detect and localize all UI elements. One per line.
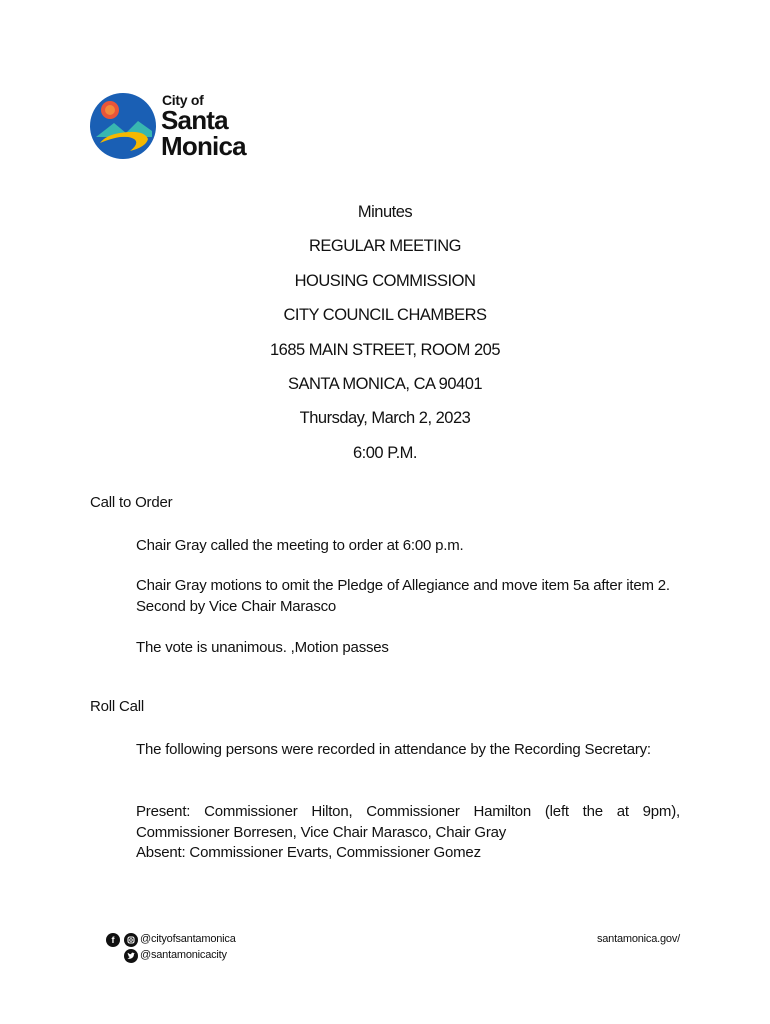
header-meeting-type: REGULAR MEETING [308,237,462,256]
call-to-order-paragraph-1: Chair Gray called the meeting to order at 6:00 p.m. [136,537,464,554]
header-city: SANTA MONICA, CA 90401 [287,374,483,393]
footer-social [106,932,306,966]
logo-city-of: City of [162,92,204,108]
logo-monica: Monica [161,131,246,161]
twitter-icon[interactable] [124,949,138,963]
call-to-order-paragraph-3: The vote is unanimous. ,Motion passes [136,639,389,656]
header-time: 6:00 P.M. [353,443,417,462]
instagram-glyph-icon [124,933,138,947]
header-minutes: Minutes [357,203,413,221]
header-date: Thursday, March 2, 2023 [299,409,471,428]
header-venue: CITY COUNCIL CHAMBERS [283,306,487,325]
call-to-order-paragraph-2: Chair Gray motions to omit the Pledge of Allegiance and move item 5a after item 2. Second by Vice Chair Marasco [136,577,670,615]
twitter-bird-icon [124,949,138,963]
facebook-icon[interactable]: f [106,933,120,947]
footer-social-handle[interactable]: @cityofsantamonica [140,933,236,945]
logo-santa: Santa [161,105,228,135]
section-title-call-to-order: Call to Order [90,494,173,511]
footer-twitter-handle[interactable]: @santamonicacity [140,949,227,961]
section-title-roll-call: Roll Call [90,698,145,715]
header-commission: HOUSING COMMISSION [294,271,476,290]
header-street: 1685 MAIN STREET, ROOM 205 [270,340,500,359]
santa-monica-logo-icon [90,93,156,159]
roll-call-paragraph: The following persons were recorded in attendance by the Recording Secretary: [136,741,651,758]
city-logo [90,92,260,162]
footer-website-link[interactable]: santamonica.gov/ [596,933,680,945]
meeting-header [0,199,770,474]
roll-call-absent: Absent: Commissioner Evarts, Commissioner Gomez [136,844,481,861]
roll-call-present: Present: Commissioner Hilton, Commissioner Hamilton (left the at 9pm), Commissioner Borresen, Vice Chair Marasco, Chair Gray [136,803,680,841]
instagram-icon[interactable] [124,933,138,947]
